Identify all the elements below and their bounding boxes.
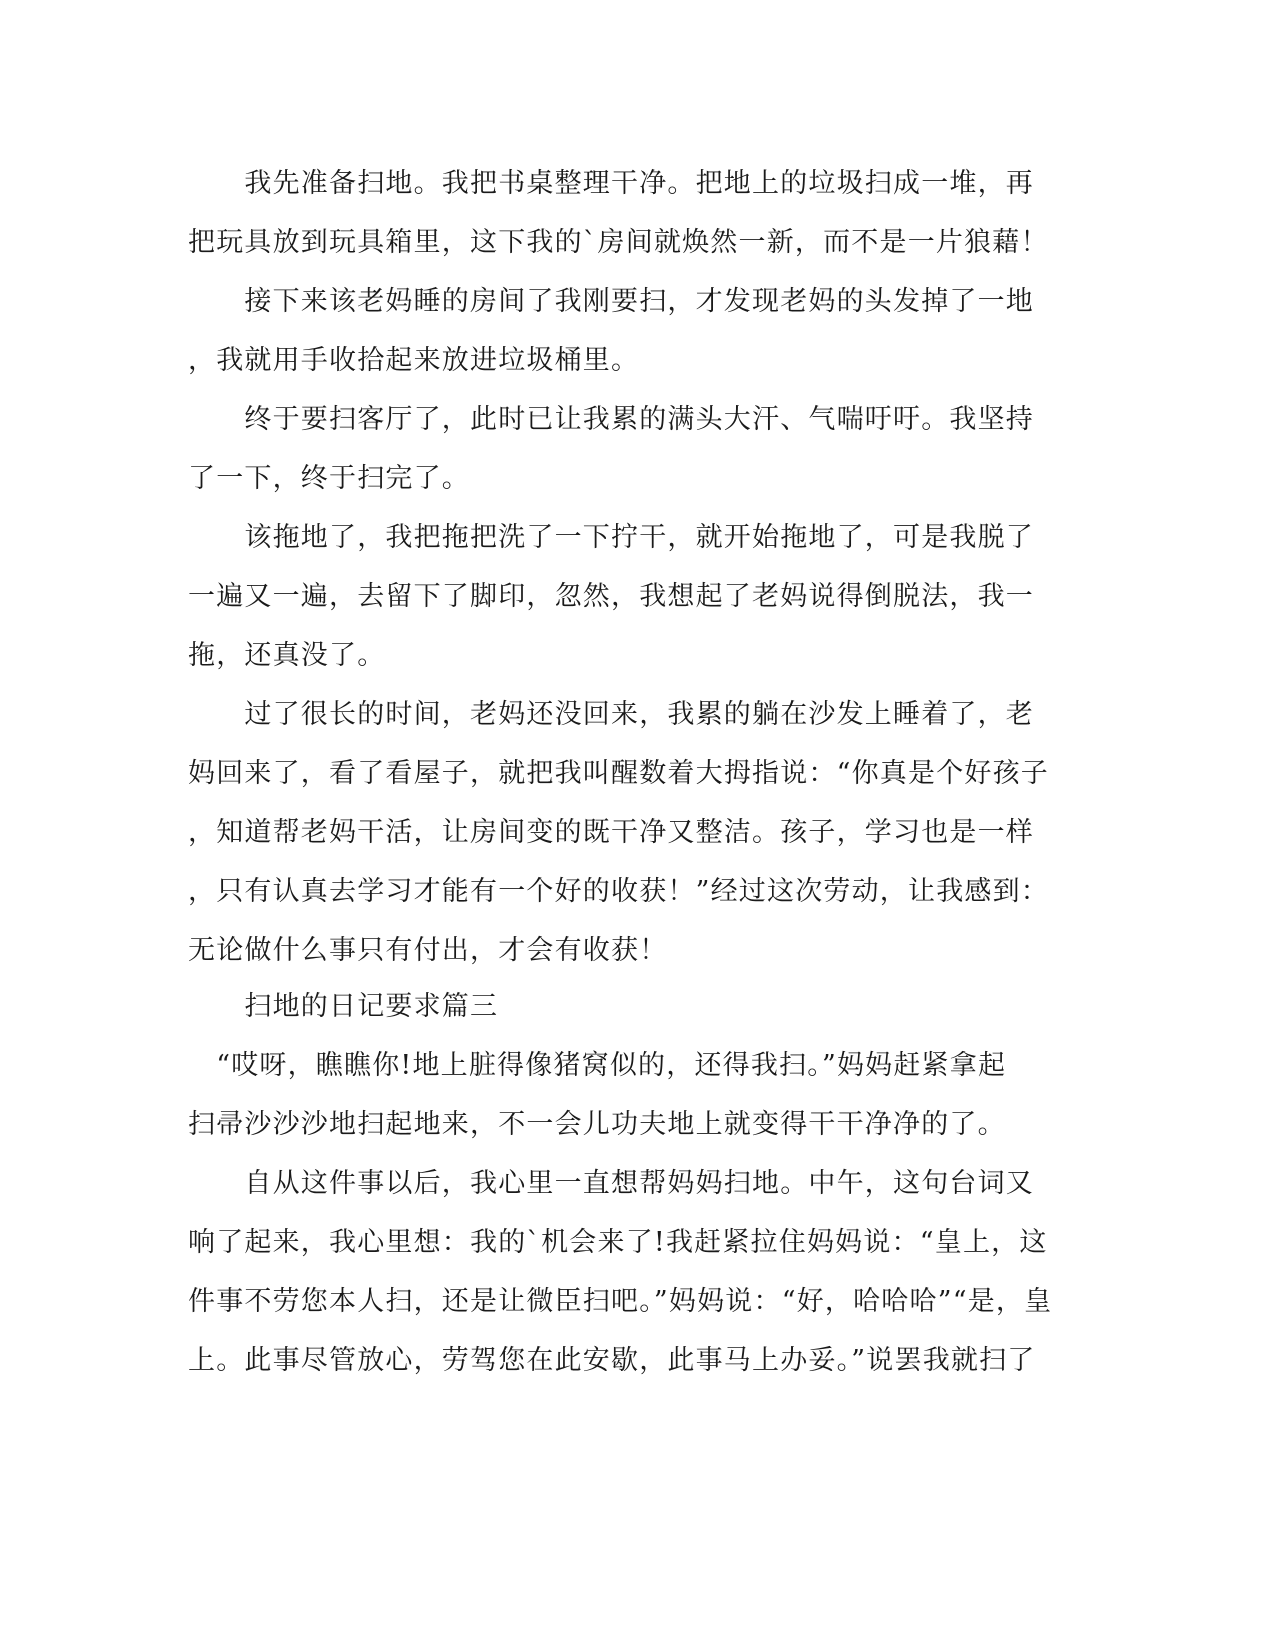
text-line: 自从这件事以后，我心里一直想帮妈妈扫地。中午，这句台词又 (188, 1168, 1034, 1199)
text-line: ，我就用手收拾起来放进垃圾桶里。 (188, 345, 640, 376)
text-line: 把玩具放到玩具箱里，这下我的`房间就焕然一新，而不是一片狼藉！ (188, 227, 1049, 258)
text-line: 件事不劳您本人扫，还是让微臣扫吧。”妈妈说：“好，哈哈哈”“是，皇 (188, 1286, 1053, 1317)
text-line: ，只有认真去学习才能有一个好的收获！”经过这次劳动，让我感到： (188, 876, 1050, 907)
text-line: 扫帚沙沙沙地扫起地来，不一会儿功夫地上就变得干干净净的了。 (188, 1109, 1006, 1140)
text-line: 上。此事尽管放心，劳驾您在此安歇，此事马上办妥。”说罢我就扫了 (188, 1345, 1036, 1376)
text-line: ，知道帮老妈干活，让房间变的既干净又整洁。孩子，学习也是一样 (188, 817, 1034, 848)
text-line: 妈回来了，看了看屋子，就把我叫醒数着大拇指说：“你真是个好孩子 (188, 758, 1050, 789)
text-line: 无论做什么事只有付出，才会有收获！ (188, 935, 668, 966)
text-line: 接下来该老妈睡的房间了我刚要扫，才发现老妈的头发掉了一地 (188, 286, 1034, 317)
text-line: 一遍又一遍，去留下了脚印，忽然，我想起了老妈说得倒脱法，我一 (188, 581, 1034, 612)
text-line: 我先准备扫地。我把书桌整理干净。把地上的垃圾扫成一堆，再 (188, 168, 1034, 199)
text-line: 过了很长的时间，老妈还没回来，我累的躺在沙发上睡着了，老 (188, 699, 1034, 730)
section-heading: 扫地的日记要求篇三 (188, 991, 499, 1022)
text-line: 了一下，终于扫完了。 (188, 463, 470, 494)
text-line: 该拖地了，我把拖把洗了一下拧干，就开始拖地了，可是我脱了 (188, 522, 1034, 553)
text-line: 响了起来，我心里想：我的`机会来了!我赶紧拉住妈妈说：“皇上，这 (188, 1227, 1048, 1258)
text-line: 拖，还真没了。 (188, 640, 386, 671)
text-line: “哎呀，瞧瞧你!地上脏得像猪窝似的，还得我扫。”妈妈赶紧拿起 (188, 1050, 1007, 1081)
text-line: 终于要扫客厅了，此时已让我累的满头大汗、气喘吁吁。我坚持 (188, 404, 1034, 435)
